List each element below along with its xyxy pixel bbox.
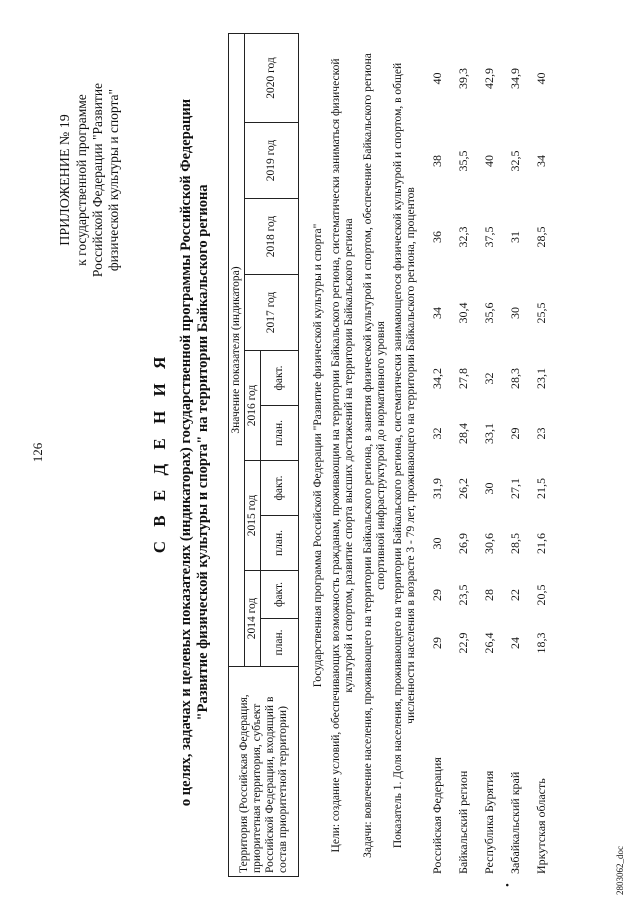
value-cell: 29 [507, 427, 522, 440]
value-cell: 42,9 [481, 68, 496, 89]
value-cell: 26,4 [481, 632, 496, 654]
territory-name [502, 667, 528, 887]
value-cell: 25,5 [533, 302, 548, 324]
value-cell: 39,3 [455, 68, 470, 89]
fact-header: факт. [261, 461, 299, 516]
goals-text: Цели: создание условий, обеспечивающих возможность гражданам, проживающим на территории Байкальского региона, систематически заниматься физической культурой и спортом, развитие спорта высших достижений на территории Байкальского региона [330, 58, 355, 853]
value-cell: 34 [533, 155, 548, 167]
value-cell: 21,5 [533, 478, 548, 499]
plan-header: план. [261, 406, 299, 461]
value-cell: 35,6 [481, 302, 496, 324]
tasks-text: Задачи: вовлечение населения, проживающего на территории Байкальского региона, в занятия физической культурой и спортом, обеспечение Байкальского региона спортивной инфраструктурой до нормативного уровня [362, 53, 387, 858]
value-cell: 32,5 [507, 150, 522, 172]
value-cell: 37,5 [481, 226, 496, 248]
document-heading [150, 60, 212, 845]
value-cell: 28,3 [507, 368, 522, 389]
value-cell: 29 [429, 589, 444, 601]
value-cell: 40 [533, 72, 548, 85]
value-cell: 18,3 [533, 632, 548, 654]
appendix-line: к государственной программе [74, 94, 89, 266]
appendix-block [58, 70, 122, 290]
value-cell: 40 [481, 155, 496, 167]
year-2019-header: 2019 год [245, 123, 299, 199]
value-cell: 24 [507, 637, 522, 649]
year-2018-header: 2018 год [245, 199, 299, 275]
appendix-title: ПРИЛОЖЕНИЕ № 19 [58, 114, 73, 246]
value-cell: 36 [429, 231, 444, 243]
territory-name: Байкальский регион [455, 770, 470, 874]
value-cell: 34,9 [507, 68, 522, 89]
document-footer: 2803062_doc [615, 846, 625, 895]
value-cell: 26,2 [455, 478, 470, 499]
value-cell: 31,9 [429, 478, 444, 499]
value-cell: 28,5 [507, 533, 522, 554]
value-cell: 33,1 [481, 423, 496, 444]
margin-mark: • [502, 883, 514, 887]
territory-name: Иркутская область [533, 778, 548, 874]
value-cell: 27,8 [455, 368, 470, 389]
value-cell: 38 [429, 155, 444, 167]
table-row [424, 34, 450, 877]
value-cell: 30 [481, 482, 496, 495]
appendix-line: физической культуры и спорта" [106, 88, 121, 272]
program-name: Государственная программа Российской Федерации "Развитие физической культуры и спорта" [312, 223, 324, 688]
value-cell: 30,6 [481, 533, 496, 554]
year-2020-header: 2020 год [245, 34, 299, 123]
value-cell: 23,5 [455, 584, 470, 606]
value-cell: 28 [481, 589, 496, 601]
value-cell: 22 [507, 589, 522, 601]
territory-column-header: Территория (Российская Федерация, приоритетная территория, субъект Российской Федерации, входящий в состав приоритетной территории) [229, 667, 299, 877]
value-cell: 26,9 [455, 533, 470, 554]
appendix-line: Российской Федерации "Развитие [90, 82, 105, 278]
indicator-table-header [228, 33, 299, 877]
value-cell: 28,4 [455, 423, 470, 444]
year-2016-header: 2016 год [245, 351, 261, 461]
value-cell: 40 [429, 72, 444, 85]
plan-header: план. [261, 516, 299, 571]
value-cell: 22,9 [455, 632, 470, 654]
value-cell: 23 [533, 427, 548, 440]
page-number: 126 [30, 442, 45, 463]
heading-subtitle-line1: о целях, задачах и целевых показателях (индикаторах) государственной программы Российской Федерации [178, 98, 194, 807]
year-2014-header: 2014 год [245, 571, 261, 667]
table-row [502, 34, 528, 877]
territory-name-text: Забайкальский край [507, 771, 522, 874]
value-cell: 34,2 [429, 368, 444, 389]
territory-name: Республика Бурятия [481, 770, 496, 874]
value-cell: 35,5 [455, 150, 470, 172]
plan-header: план. [261, 619, 299, 667]
value-cell: 30,4 [455, 302, 470, 324]
value-cell: 31 [507, 231, 522, 243]
value-cell: 28,5 [533, 226, 548, 248]
value-cell: 29 [429, 637, 444, 649]
value-cell: 23,1 [533, 368, 548, 389]
value-cell: 34 [429, 307, 444, 319]
table-row [528, 34, 554, 877]
value-cell: 32 [481, 372, 496, 385]
heading-subtitle-line2: "Развитие физической культуры и спорта" на территории Байкальского региона [195, 184, 211, 721]
year-2015-header: 2015 год [245, 461, 261, 571]
value-cell: 21,6 [533, 533, 548, 554]
table-row [476, 34, 502, 877]
value-cell: 32 [429, 427, 444, 440]
value-cell: 30 [429, 537, 444, 550]
value-cell: 30 [507, 307, 522, 319]
year-2017-header: 2017 год [245, 275, 299, 351]
indicator-values [424, 34, 554, 887]
table-row [450, 34, 476, 877]
indicator-title: Показатель 1. Доля населения, проживающего на территории Байкальского региона, систематически занимающегося физической культурой и спортом, в общей численности населения в возрасте 3 - 79 лет, проживающего на территории Байкальского региона, процентов [392, 62, 417, 849]
value-cell: 32,3 [455, 226, 470, 248]
fact-header: факт. [261, 351, 299, 406]
value-header: Значение показателя (индикатора) [229, 34, 245, 667]
value-cell: 20,5 [533, 584, 548, 606]
value-cell: 27,1 [507, 478, 522, 499]
heading-title: С В Е Д Е Н И Я [150, 351, 169, 554]
fact-header: факт. [261, 571, 299, 619]
territory-name: Российская Федерация [429, 757, 444, 874]
